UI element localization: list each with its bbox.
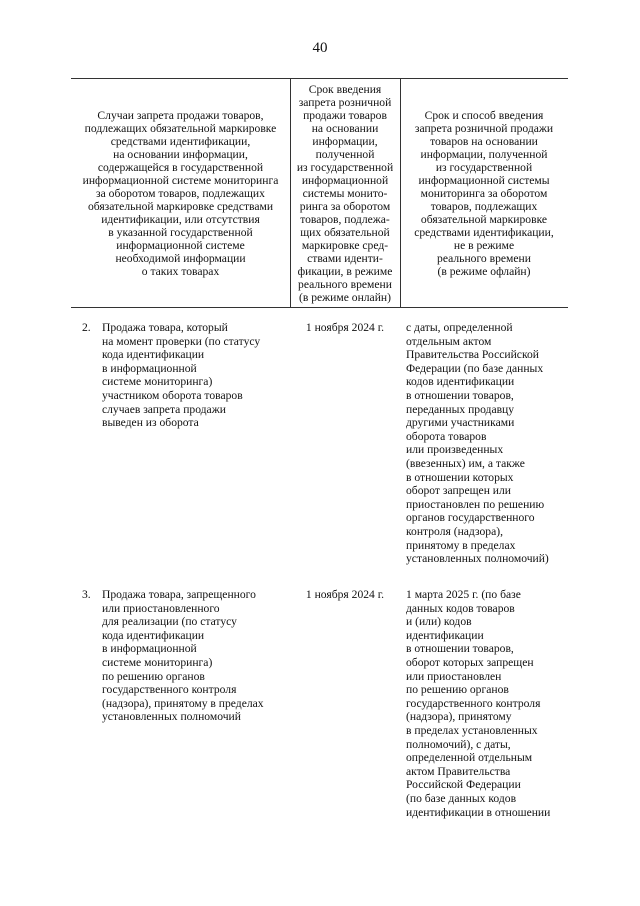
header-line: информации, полученной bbox=[420, 147, 548, 161]
header-line: о таких товарах bbox=[141, 264, 220, 278]
cell-line: системе мониторинга) bbox=[102, 375, 213, 389]
header-line: в указанной государственной bbox=[108, 225, 253, 239]
header-line: Срок введения bbox=[308, 82, 382, 96]
cell-line: идентификации в отношении bbox=[406, 805, 551, 819]
cell-line: для реализации (по статусу bbox=[102, 615, 237, 629]
cell-line: с даты, определенной bbox=[406, 321, 513, 334]
row-offline-terms bbox=[406, 588, 571, 819]
cell-line: или приостановленного bbox=[102, 601, 220, 615]
header-line: информационной системе мониторинга bbox=[82, 173, 279, 187]
header-line: щих обязательной bbox=[300, 225, 390, 239]
cell-line: государственного контроля bbox=[406, 696, 541, 710]
cell-line: в информационной bbox=[102, 361, 197, 375]
cell-line: контроля (надзора), bbox=[406, 524, 503, 538]
cell-line: в отношении товаров, bbox=[406, 388, 514, 402]
header-line: маркировке сред- bbox=[301, 238, 389, 252]
header-line: ринга за оборотом bbox=[299, 199, 391, 213]
header-line: системы монито- bbox=[302, 186, 388, 200]
cell-line: идентификации bbox=[406, 628, 484, 642]
row-number: 2. bbox=[82, 321, 91, 334]
cell-line: по решению органов bbox=[406, 683, 509, 697]
cell-line: системе мониторинга) bbox=[102, 655, 213, 669]
cell-line: оборот запрещен или bbox=[406, 484, 511, 498]
cell-line: по решению органов bbox=[102, 669, 205, 683]
header-line: продажи товаров bbox=[303, 108, 387, 122]
cell-line: установленных полномочий bbox=[102, 710, 241, 724]
cell-line: или произведенных bbox=[406, 443, 504, 457]
cell-line: определенной отдельным bbox=[406, 751, 533, 765]
header-col-cases bbox=[71, 79, 290, 307]
header-line: не в режиме bbox=[453, 238, 515, 252]
cell-line: кода идентификации bbox=[102, 628, 205, 642]
cell-line: в отношении которых bbox=[406, 470, 514, 484]
header-line: мониторинга за оборотом bbox=[420, 186, 548, 200]
cell-line: участником оборота товаров bbox=[102, 388, 243, 402]
cell-line: (ввезенных) им, а также bbox=[406, 456, 525, 470]
header-line: обязательной маркировке средствами bbox=[87, 199, 274, 213]
cell-line: Правительства Российской bbox=[406, 348, 539, 362]
header-line: идентификации, или отсутствия bbox=[101, 212, 260, 226]
header-line: за оборотом товаров, подлежащих bbox=[96, 186, 265, 200]
header-line: информации, bbox=[312, 134, 378, 148]
header-bottom-rule bbox=[71, 307, 568, 308]
cell-line: (надзора), принятому в пределах bbox=[102, 696, 264, 710]
header-line: реального времени bbox=[437, 251, 531, 265]
cell-line: оборота товаров bbox=[406, 429, 487, 443]
header-line: содержащейся в государственной bbox=[97, 160, 264, 174]
header-line: средствами идентификации, bbox=[110, 134, 251, 148]
header-line: полученной bbox=[315, 147, 375, 161]
cell-line: или приостановлен bbox=[406, 669, 502, 683]
header-line: товаров, подлежа- bbox=[300, 212, 390, 226]
cell-line: оборот которых запрещен bbox=[406, 655, 534, 669]
header-line: ствами иденти- bbox=[307, 251, 383, 265]
header-line: фикации, в режиме bbox=[297, 264, 393, 278]
cell-line: установленных полномочий) bbox=[406, 552, 549, 566]
cell-line: на момент проверки (по статусу bbox=[102, 334, 261, 348]
cell-line: (по базе данных кодов bbox=[406, 791, 517, 805]
cell-line: (надзора), принятому bbox=[406, 710, 512, 724]
cell-line: выведен из оборота bbox=[102, 416, 199, 430]
header-line: из государственной bbox=[296, 160, 394, 174]
cell-line: органов государственного bbox=[406, 511, 535, 525]
cell-line: кодов идентификации bbox=[406, 375, 515, 389]
cell-line: в отношении товаров, bbox=[406, 642, 514, 656]
cell-line: в информационной bbox=[102, 642, 197, 656]
cell-line: переданных продавцу bbox=[406, 402, 515, 416]
header-line: запрета розничной bbox=[298, 95, 392, 109]
header-line: товаров, подлежащих bbox=[430, 199, 538, 213]
cell-line: государственного контроля bbox=[102, 683, 237, 697]
header-line: запрета розничной продажи bbox=[414, 121, 554, 135]
header-line: (в режиме онлайн) bbox=[299, 290, 391, 304]
header-line: Срок и способ введения bbox=[424, 108, 544, 122]
cell-line: Федерации (по базе данных bbox=[406, 361, 544, 375]
row-case-description bbox=[102, 588, 287, 724]
cell-line: случаев запрета продажи bbox=[102, 402, 226, 416]
cell-line: другими участниками bbox=[406, 416, 515, 430]
header-col-online-deadline bbox=[290, 79, 400, 307]
cell-line: принятому в пределах bbox=[406, 538, 516, 552]
row-online-date: 1 ноября 2024 г. bbox=[305, 321, 385, 334]
cell-line: Продажа товара, запрещенного bbox=[102, 588, 256, 601]
cell-line: 1 марта 2025 г. (по базе bbox=[406, 588, 521, 601]
row-number: 3. bbox=[82, 588, 91, 601]
header-line: обязательной маркировке bbox=[420, 212, 548, 226]
cell-line: Продажа товара, который bbox=[102, 321, 228, 334]
header-line: на основании информации, bbox=[113, 147, 248, 161]
header-line: средствами идентификации, bbox=[414, 225, 554, 239]
page-number: 40 bbox=[312, 40, 328, 56]
header-line: информационной системе bbox=[116, 238, 245, 252]
header-line: подлежащих обязательной маркировке bbox=[84, 121, 277, 135]
cell-line: Российской Федерации bbox=[406, 778, 521, 792]
cell-line: актом Правительства bbox=[406, 764, 511, 778]
cell-line: кода идентификации bbox=[102, 348, 205, 362]
cell-line: отдельным актом bbox=[406, 334, 492, 348]
header-line: (в режиме офлайн) bbox=[437, 264, 531, 278]
cell-line: приостановлен по решению bbox=[406, 497, 545, 511]
header-line: из государственной bbox=[435, 160, 533, 174]
header-line: информационной bbox=[301, 173, 389, 187]
cell-line: в пределах установленных bbox=[406, 723, 538, 737]
row-online-date: 1 ноября 2024 г. bbox=[305, 588, 385, 601]
header-line: на основании bbox=[311, 121, 379, 135]
header-line: необходимой информации bbox=[115, 251, 246, 265]
cell-line: полномочий), с даты, bbox=[406, 737, 511, 751]
row-case-description bbox=[102, 321, 287, 430]
cell-line: данных кодов товаров bbox=[406, 601, 515, 615]
header-line: информационной системы bbox=[418, 173, 550, 187]
header-line: Случаи запрета продажи товаров, bbox=[97, 108, 264, 122]
header-line: реального времени bbox=[298, 277, 392, 291]
header-line: товаров на основании bbox=[430, 134, 538, 148]
row-offline-terms bbox=[406, 321, 571, 566]
header-col-offline-deadline bbox=[400, 79, 568, 307]
cell-line: и (или) кодов bbox=[406, 615, 472, 629]
